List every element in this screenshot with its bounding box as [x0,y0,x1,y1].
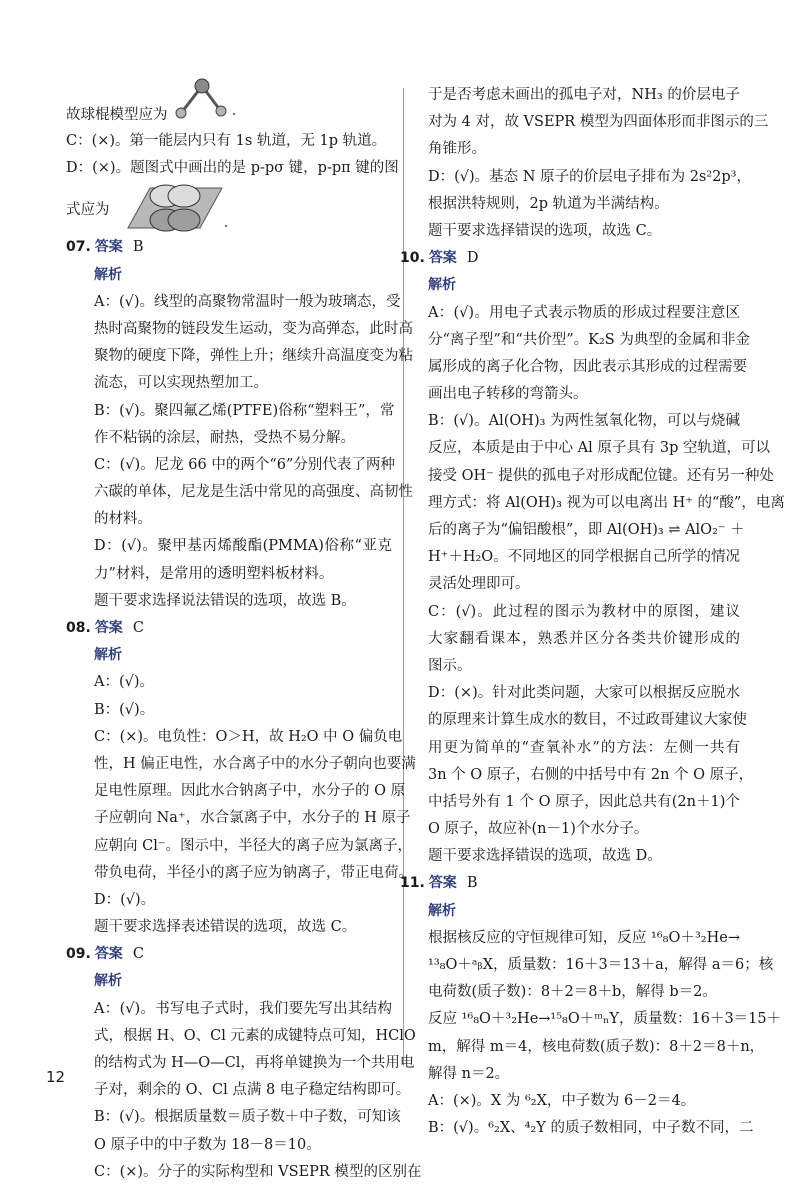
ball-stick-line [66,76,392,128]
q09-line: 式，根据 H、O、Cl 元素的成键特点可知，HClO [94,1027,416,1044]
q10-line: H⁺＋H₂O。不同地区的同学根据自己所学的情况 [428,549,740,566]
q08-line: 带负电荷，半径小的离子应为钠离子，带正电荷。 [94,864,413,881]
q07-line: C：(√)。尼龙 66 中的两个“6”分别代表了两种 [94,456,395,473]
q10-line: 后的离子为“偏铝酸根”，即 Al(OH)₃ ⇌ AlO₂⁻ ＋ [428,522,745,538]
q11-number: 11. [400,875,425,892]
q08-answer-label: 答案 [94,620,123,636]
q09-jiexi: 解析 [94,973,122,990]
q10-line: B：(√)。Al(OH)₃ 为两性氢氧化物，可以与烧碱 [428,413,740,430]
q10-line: 灵活处理即可。 [428,576,530,593]
q10-line: 理方式：将 Al(OH)₃ 视为可以电离出 H⁺ 的“酸”，电离 [428,494,785,511]
q07-answer: B [132,239,144,256]
ball-stick-caption: 故球棍模型应为 [66,106,168,123]
q06-d-line2: 式应为 [66,201,110,218]
q09-line: C：(×)。分子的实际构型和 VSEPR 模型的区别在 [94,1163,422,1180]
q09-answer: C [132,946,144,963]
q06-c-line: C：(×)。第一能层内只有 1s 轨道，无 1p 轨道。 [66,133,387,149]
q08-jiexi: 解析 [94,647,122,664]
q10-line: A：(√)。用电子式表示物质的形成过程要注意区 [428,304,740,321]
q11-line: 根据核反应的守恒规律可知，反应 ¹⁶₈O＋³₂He→ [428,929,740,946]
question-11 [400,870,782,1142]
q10-jiexi: 解析 [428,277,456,294]
q08-header [66,615,392,642]
q11-line: A：(×)。X 为 ⁶₂X，中子数为 6－2＝4。 [428,1092,696,1109]
q10-line: 3n 个 O 原子，右侧的中括号中有 2n 个 O 原子， [428,766,754,783]
q09-cont-line: D：(√)。基态 N 原子的价层电子排布为 2s²2p³， [428,168,751,185]
q10-line: 属形成的离子化合物，因此表示其形成的过程需要 [428,358,747,375]
q09-continued [428,82,769,245]
q07-line: 力”材料，是常用的透明塑料板材料。 [94,565,334,582]
q10-line: 用更为简单的“查氧补水”的方法：左侧一共有 [428,739,740,756]
question-10 [400,245,785,870]
q07-line: B：(√)。聚四氟乙烯(PTFE)俗称“塑料王”，常 [94,402,395,419]
p-pi-bond-figure [110,182,230,234]
q08-line: 性，H 偏正电性，水合离子中的水分子朝向也要满 [94,755,416,772]
q10-line: 中括号外有 1 个 O 原子，因此总共有(2n＋1)个 [428,793,740,810]
q09-cont-line: 根据洪特规则，2p 轨道为半满结构。 [428,195,669,212]
q11-jiexi: 解析 [428,902,456,919]
q09-line: O 原子中的中子数为 18－8＝10。 [94,1136,321,1153]
p-pi-bond-line [66,182,392,234]
q11-line: ¹³₈O＋ᵃᵦX，质量数：16＋3＝13＋a，解得 a＝6；核 [428,957,774,973]
q08-line: 应朝向 Cl⁻。图示中，半径大的离子应为氯离子， [94,837,412,854]
q07-line: D：(√)。聚甲基丙烯酸酯(PMMA)俗称“亚克 [94,538,392,555]
q10-line: 接受 OH⁻ 提供的孤电子对形成配位键。还有另一种处 [428,467,774,484]
q11-answer-label: 答案 [428,875,457,892]
q09-answer-label: 答案 [94,946,123,963]
page-number: 12 [46,1068,66,1086]
q08-line: 题干要求选择表述错误的选项，故选 C。 [94,919,357,936]
q08-line: C：(×)。电负性：O＞H，故 H₂O 中 O 偏负电 [94,728,403,745]
q08-answer: C [132,620,144,636]
q07-line: 六碳的单体，尼龙是生活中常见的高强度、高韧性 [94,484,413,501]
q08-line: A：(√)。 [94,674,155,691]
q09-number: 09. [66,946,91,963]
q07-header [66,234,392,261]
q09-line: A：(√)。书写电子式时，我们要先写出其结构 [94,1000,392,1017]
q07-line: A：(√)。线型的高聚物常温时一般为玻璃态，受 [94,293,401,310]
q08-line: B：(√)。 [94,701,155,718]
q07-line: 作不粘锅的涂层，耐热，受热不易分解。 [94,429,355,446]
q11-line: 解得 n＝2。 [428,1065,510,1082]
q11-line: 电荷数(质子数)：8＋2＝8＋b，解得 b＝2。 [428,984,717,1001]
q08-line: 子应朝向 Na⁺，水合氯离子中，水分子的 H 原子 [94,810,411,827]
q06-tail [66,76,399,234]
q07-line: 题干要求选择说法错误的选项，故选 B。 [94,592,356,609]
q09-cont-line: 于是否考虑未画出的孤电子对，NH₃ 的价层电子 [428,87,740,103]
q08-line: D：(√)。 [94,891,156,908]
q07-line: 聚物的硬度下降，弹性上升；继续升高温度变为粘 [94,348,413,365]
q11-line: B：(√)。⁶₂X、⁴₂Y 的质子数相同，中子数不同，二 [428,1120,754,1137]
q09-header [66,941,392,968]
q11-header [400,870,740,897]
q10-line: 图示。 [428,657,472,674]
q11-line: m，解得 m＝4，核电荷数(质子数)：8＋2＝8＋n， [428,1038,765,1055]
q07-line: 热时高聚物的链段发生运动，变为高弹态，此时高 [94,320,413,337]
q07-number: 07. [66,239,91,256]
q07-line: 的材料。 [94,511,152,528]
q06-d-line1: D：(×)。题图式中画出的是 p-pσ 键，p-pπ 键的图 [66,160,399,177]
q10-line: D：(×)。针对此类问题，大家可以根据反应脱水 [428,685,740,702]
q10-header [400,245,740,272]
q07-jiexi: 解析 [94,266,122,283]
q10-line: C：(√)。此过程的图示为教材中的原图，建议 [428,603,740,620]
q11-answer: B [466,875,478,892]
q10-answer-label: 答案 [428,250,457,267]
q10-line: 画出电子转移的弯箭头。 [428,386,588,403]
q10-line: 题干要求选择错误的选项，故选 D。 [428,848,662,865]
q10-number: 10. [400,250,425,267]
question-09 [66,941,422,1186]
q09-cont-line: 角锥形。 [428,141,486,158]
q07-line: 流态，可以实现热塑加工。 [94,375,268,392]
q11-line: 反应 ¹⁶₈O＋³₂He→¹⁵₈O＋ᵐₙY，质量数：16＋3＝15＋ [428,1011,782,1028]
q10-line: 的原理来计算生成水的数目，不过政哥建议大家使 [428,712,747,729]
right-column [400,82,785,1142]
q08-number: 08. [66,620,91,636]
q10-line: 分“离子型”和“共价型”。K₂S 为典型的金属和非金 [428,331,750,348]
q09-cont-line: 题干要求选择错误的选项，故选 C。 [428,222,662,239]
q09-line: B：(√)。根据质量数＝质子数＋中子数，可知该 [94,1109,401,1126]
q09-cont-line: 对为 4 对，故 VSEPR 模型为四面体形而非图示的三 [428,114,769,131]
q09-line: 子对，剩余的 O、Cl 点满 8 电子稳定结构即可。 [94,1082,411,1099]
q08-line: 足电性原理。因此水合钠离子中，水分子的 O 原 [94,783,406,800]
q10-line: O 原子，故应补(n－1)个水分子。 [428,821,649,838]
q07-answer-label: 答案 [94,239,123,256]
q10-answer: D [466,250,479,267]
q09-line: 的结构式为 H—O—Cl，再将单键换为一个共用电 [94,1055,415,1071]
ball-stick-model-figure [168,76,238,128]
q10-line: 反应，本质是由于中心 Al 原子具有 3p 空轨道，可以 [428,440,771,457]
q10-line: 大家翻看课本，熟悉并区分各类共价键形成的 [428,630,740,647]
